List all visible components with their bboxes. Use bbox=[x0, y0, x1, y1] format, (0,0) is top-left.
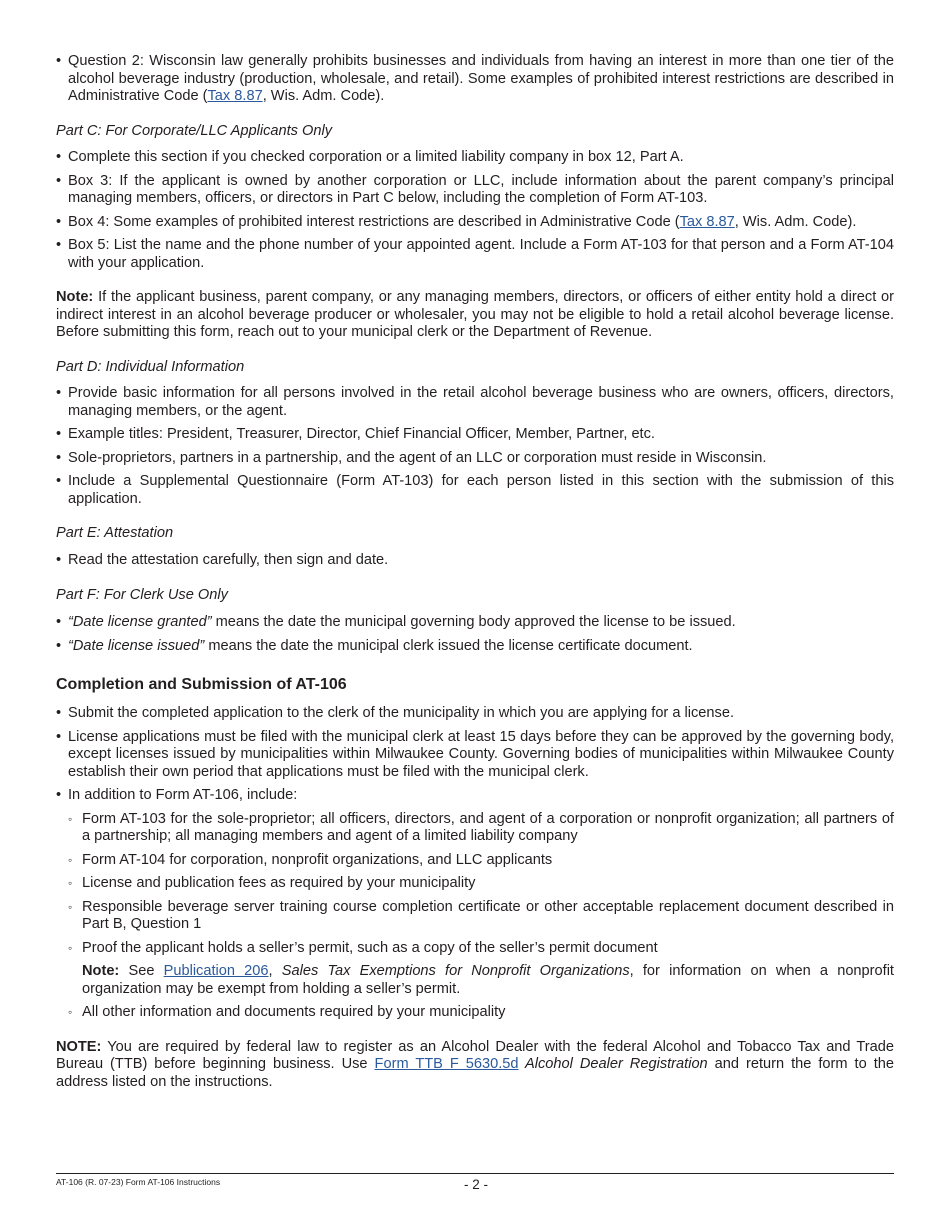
part-d-heading: Part D: Individual Information bbox=[56, 358, 245, 375]
list-item: • In addition to Form AT-106, include: ◦ Form AT-103 for the sole-proprietor; all officers, directors, and agent of a corporation or nonprofit organization; all partners of a partnership; all managing members and agent of a limited liability company ◦ Form AT-104 for corporation, nonprofit organizations, and LLC applicants ◦ License and publication fees as required by your municipality ◦ Responsible beverage server training course completion certificate or other acceptable replacement document described in Part B, Question 1 ◦ Proof the applicant holds a seller’s permit, such as a copy of the seller’s permit document Note: See Publication 206, Sales Tax Exemptions for Nonprofit Organizations, for information on when a nonprofit organization may be exempt from holding a seller’s permit. ◦ All other information and documents required by your municipality bbox=[56, 787, 894, 1022]
list-item: • Submit the completed application to the clerk of the municipality in which you are applying for a license. bbox=[56, 705, 894, 723]
part-e-heading: Part E: Attestation bbox=[56, 525, 174, 541]
list-item: • Box 4: Some examples of prohibited interest restrictions are described in Administrative Code (Tax 8.87, Wis. Adm. Code). bbox=[56, 214, 894, 232]
page-number: - 2 - bbox=[464, 1177, 489, 1192]
sublist-item: ◦ All other information and documents required by your municipality bbox=[68, 1004, 894, 1022]
tax-8-87-link[interactable]: Tax 8.87 bbox=[207, 88, 263, 104]
completion-heading: Completion and Submission of AT-106 bbox=[56, 675, 347, 693]
list-item: • Question 2: Wisconsin law generally prohibits businesses and individuals from having an interest in more than one tier of the alcohol beverage industry (production, wholesale, and retail). Some examples of prohibited interest restrictions are described in Administrative Code (Tax 8.87, Wis. Adm. Code). bbox=[56, 53, 894, 106]
ttb-note-paragraph: NOTE: You are required by federal law to register as an Alcohol Dealer with the federal Alcohol and Tobacco Tax and Trade Bureau (TTB) before beginning business. Use Form TTB F 5630.5d Alcohol Dealer Registration and return the form to the address listed on the instructions. bbox=[56, 1038, 894, 1090]
document-body bbox=[56, 53, 894, 1091]
tax-8-87-link[interactable]: Tax 8.87 bbox=[679, 213, 735, 230]
list-item: • Box 5: List the name and the phone number of your appointed agent. Include a Form AT-103 for that person and a Form AT-104 with your application. bbox=[56, 237, 894, 272]
list-item: • Complete this section if you checked corporation or a limited liability company in box 12, Part A. bbox=[56, 149, 894, 167]
part-f-heading: Part F: For Clerk Use Only bbox=[56, 587, 228, 603]
list-item: • “Date license issued” means the date the municipal clerk issued the license certificate document. bbox=[56, 638, 894, 656]
q2-list bbox=[56, 53, 894, 106]
sublist-item: ◦ License and publication fees as required by your municipality bbox=[68, 875, 894, 893]
form-id: AT-106 (R. 07-23) Form AT-106 Instructions bbox=[56, 1177, 221, 1187]
list-item: • “Date license granted” means the date the municipal governing body approved the license to be issued. bbox=[56, 614, 894, 632]
list-item: • Provide basic information for all persons involved in the retail alcohol beverage business who are owners, officers, directors, managing members, or the agent. bbox=[56, 385, 894, 420]
part-c-list bbox=[56, 149, 894, 272]
part-f-list bbox=[56, 614, 894, 656]
include-sublist bbox=[68, 811, 894, 1022]
list-item: • Sole-proprietors, partners in a partnership, and the agent of an LLC or corporation must reside in Wisconsin. bbox=[56, 450, 894, 468]
sublist-item: ◦ Responsible beverage server training course completion certificate or other acceptable replacement document described in Part B, Question 1 bbox=[68, 899, 894, 934]
list-item: • Read the attestation carefully, then sign and date. bbox=[56, 552, 894, 570]
page-footer bbox=[56, 1173, 894, 1198]
note-paragraph: Note: If the applicant business, parent company, or any managing members, directors, or officers of either entity hold a direct or indirect interest in an alcohol beverage producer or wholesaler, you may not be eligible to hold a retail alcohol beverage license. Before submitting this form, reach out to your municipal clerk or the Department of Revenue. bbox=[56, 289, 894, 340]
list-item: • License applications must be filed with the municipal clerk at least 15 days before they can be approved by the governing body, except licenses issued by municipalities within Milwaukee County. Governing bodies of municipalities within Milwaukee County establish their own period that applications must be filed with the municipal clerk. bbox=[56, 729, 894, 782]
part-e-list bbox=[56, 552, 894, 570]
sublist-item: ◦ Form AT-104 for corporation, nonprofit organizations, and LLC applicants bbox=[68, 852, 894, 870]
part-c-heading: Part C: For Corporate/LLC Applicants Only bbox=[56, 122, 333, 139]
completion-list bbox=[56, 705, 894, 1022]
list-item: • Example titles: President, Treasurer, Director, Chief Financial Officer, Member, Partner, etc. bbox=[56, 426, 894, 444]
seller-permit-note: Note: See Publication 206, Sales Tax Exemptions for Nonprofit Organizations, for information on when a nonprofit organization may be exempt from holding a seller’s permit. bbox=[82, 963, 894, 997]
publication-206-link[interactable]: Publication 206 bbox=[163, 963, 269, 979]
sublist-item: ◦ Form AT-103 for the sole-proprietor; all officers, directors, and agent of a corporation or nonprofit organization; all partners of a partnership; all managing members and agent of a limited liability company bbox=[68, 811, 894, 846]
list-item: • Include a Supplemental Questionnaire (Form AT-103) for each person listed in this section with the submission of this application. bbox=[56, 473, 894, 508]
part-d-list bbox=[56, 385, 894, 508]
list-item: • Box 3: If the applicant is owned by another corporation or LLC, include information about the parent company’s principal managing members, officers, or directors in Part C below, including the completion of Form AT-103. bbox=[56, 173, 894, 208]
sublist-item: ◦ Proof the applicant holds a seller’s permit, such as a copy of the seller’s permit document Note: See Publication 206, Sales Tax Exemptions for Nonprofit Organizations, for information on when a nonprofit organization may be exempt from holding a seller’s permit. bbox=[68, 940, 894, 999]
form-ttb-link[interactable]: Form TTB F 5630.5d bbox=[374, 1056, 519, 1072]
